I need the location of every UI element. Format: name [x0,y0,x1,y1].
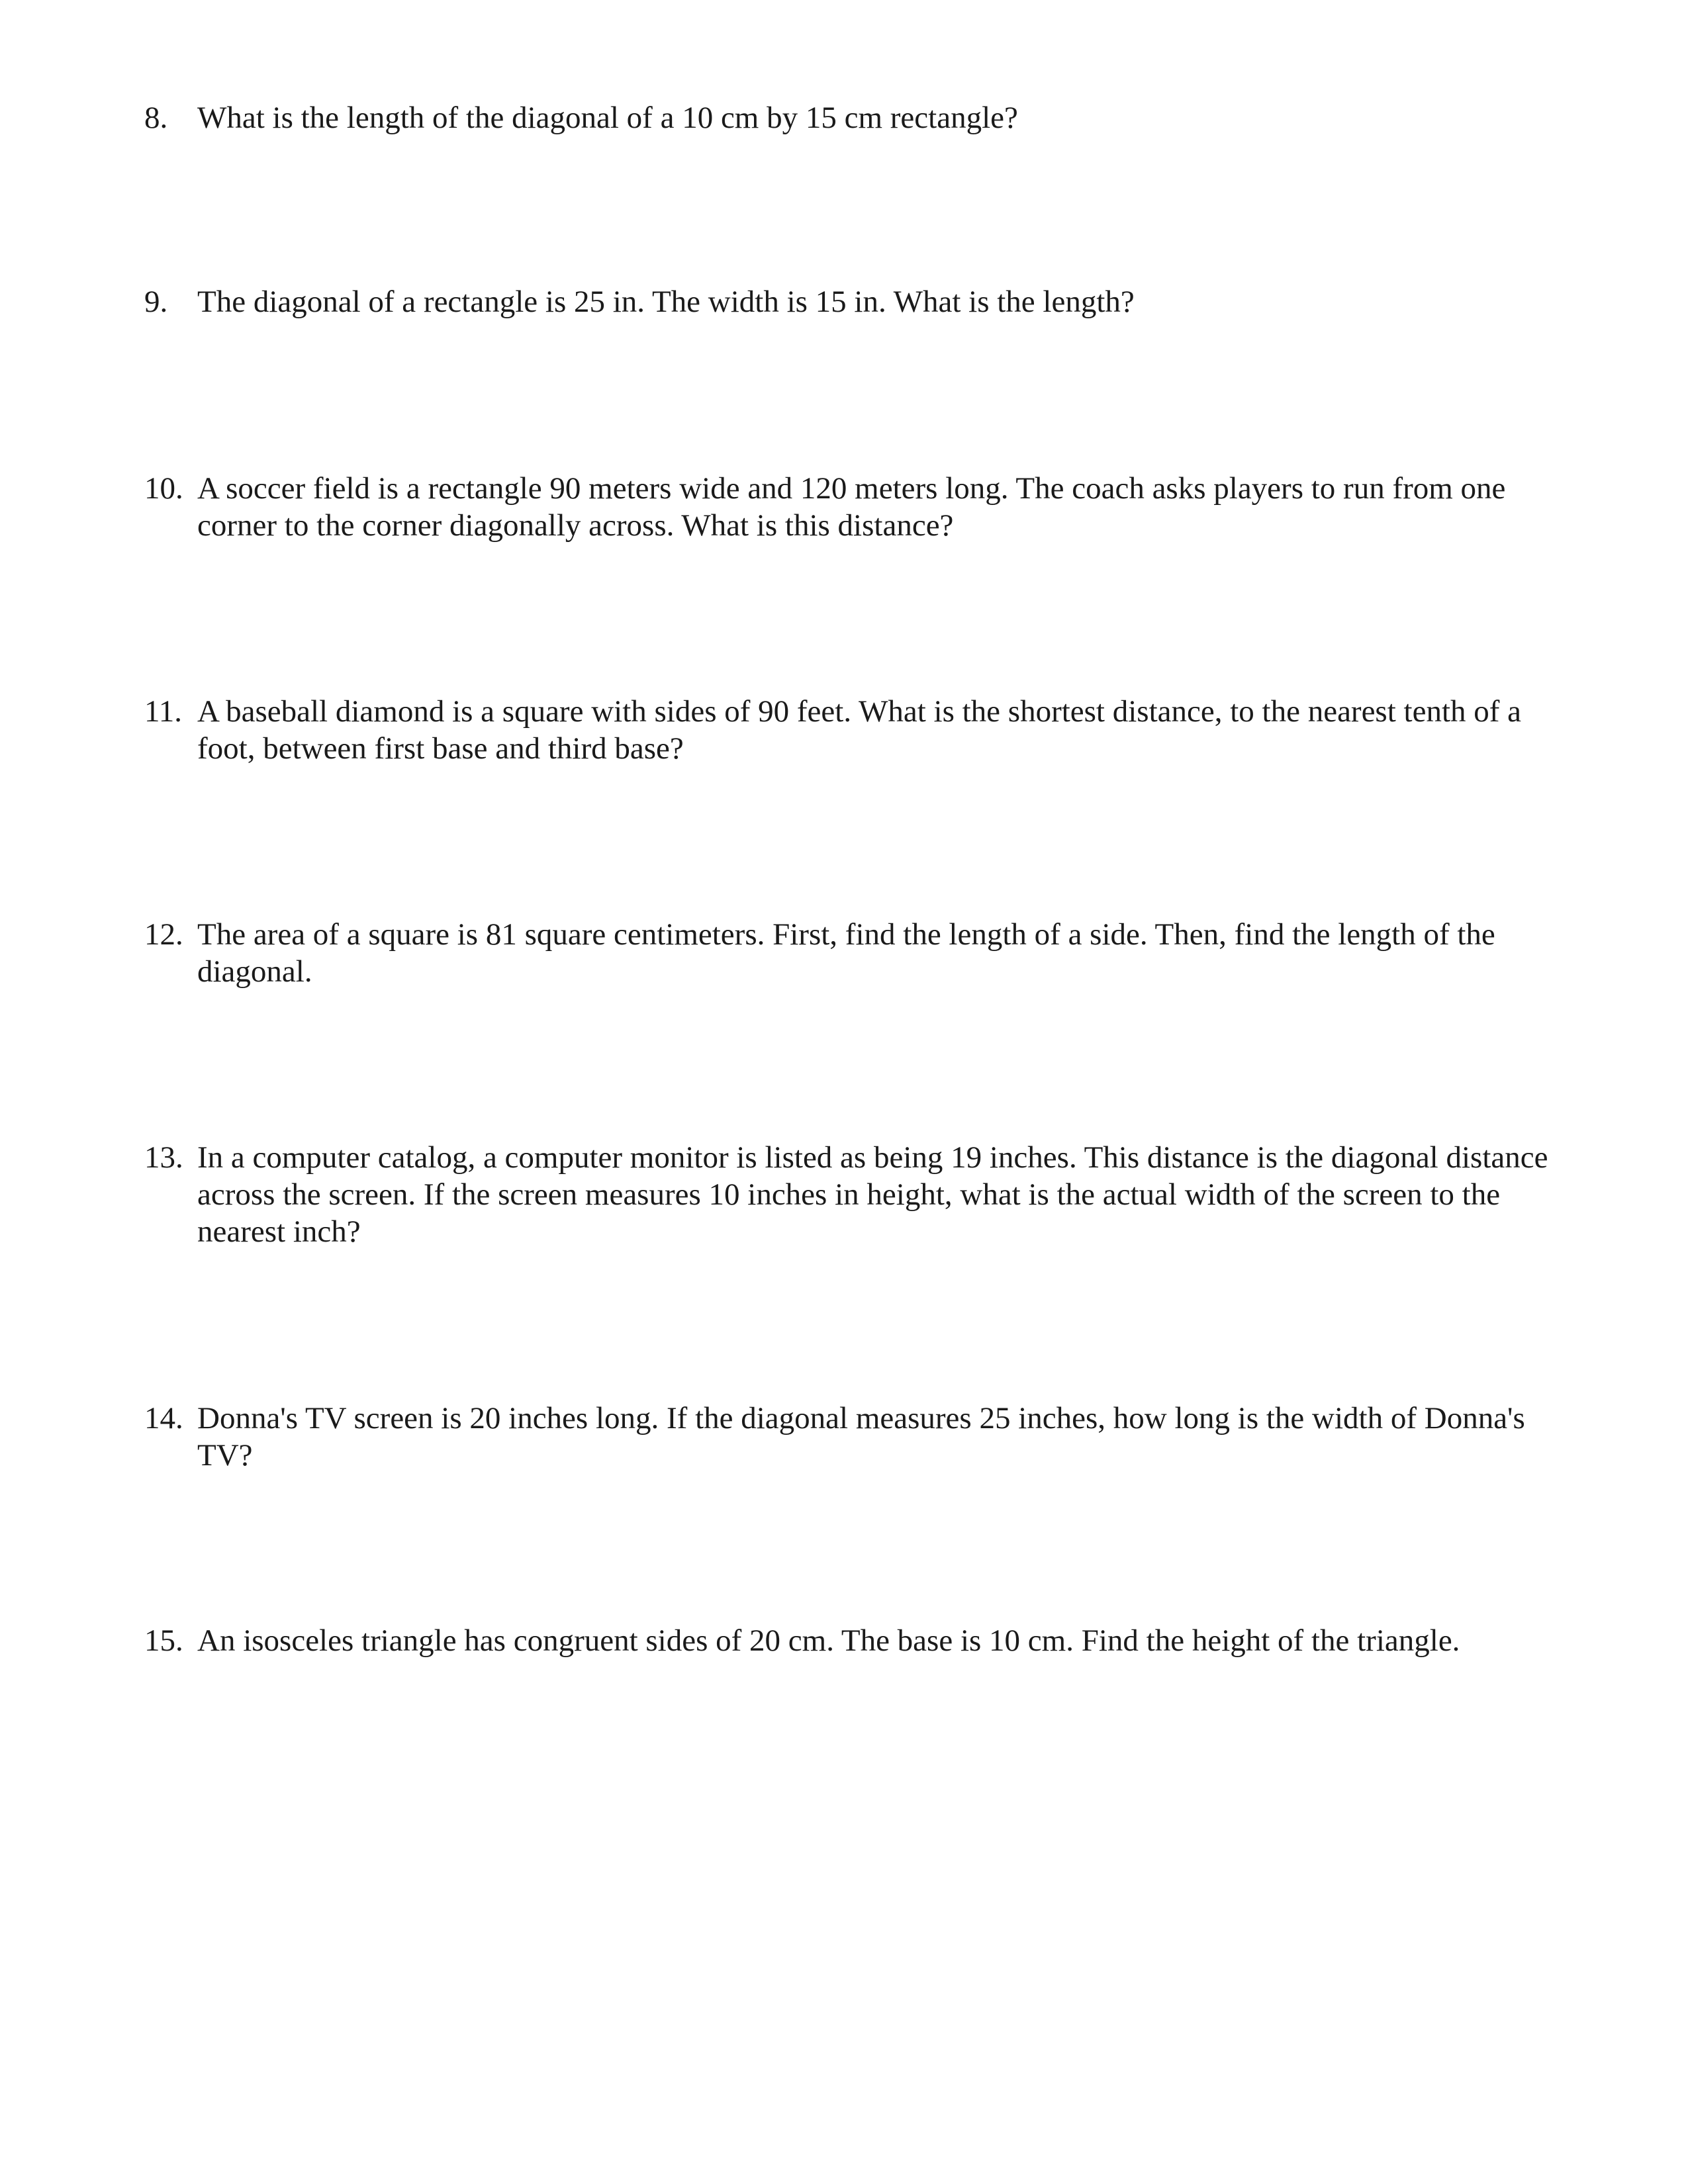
question-text: A baseball diamond is a square with sides of 90 feet. What is the shortest distance, to the nearest tenth of a foot, between first base and third base? [197,694,1522,766]
question-15 [144,1622,1581,1659]
question-12 [144,916,1581,990]
question-text: What is the length of the diagonal of a 10 cm by 15 cm rectangle? [197,101,1018,135]
question-text: Donna's TV screen is 20 inches long. If the diagonal measures 25 inches, how long is the width of Donna's TV? [197,1401,1525,1473]
question-number: 8. [144,101,168,135]
question-11 [144,693,1581,767]
question-9 [144,283,1581,320]
question-number: 9. [144,285,168,319]
question-10 [144,470,1581,544]
question-number: 15. [144,1623,183,1658]
question-text: The area of a square is 81 square centimeters. First, find the length of a side. Then, find the length of the diagonal. [197,917,1495,989]
question-text: A soccer field is a rectangle 90 meters wide and 120 meters long. The coach asks players to run from one corner to the corner diagonally across. What is this distance? [197,471,1506,543]
question-text: An isosceles triangle has congruent sides of 20 cm. The base is 10 cm. Find the height of the triangle. [197,1623,1460,1658]
question-14 [144,1400,1581,1474]
question-number: 12. [144,917,183,952]
question-13 [144,1139,1581,1250]
question-number: 14. [144,1401,183,1435]
question-number: 13. [144,1140,183,1175]
question-number: 10. [144,471,183,506]
question-text: In a computer catalog, a computer monitor is listed as being 19 inches. This distance is the diagonal distance across the screen. If the screen measures 10 inches in height, what is the actual width of the screen to the nearest inch? [197,1140,1548,1249]
question-number: 11. [144,694,183,729]
question-text: The diagonal of a rectangle is 25 in. The width is 15 in. What is the length? [197,285,1135,319]
question-8 [144,99,1581,136]
